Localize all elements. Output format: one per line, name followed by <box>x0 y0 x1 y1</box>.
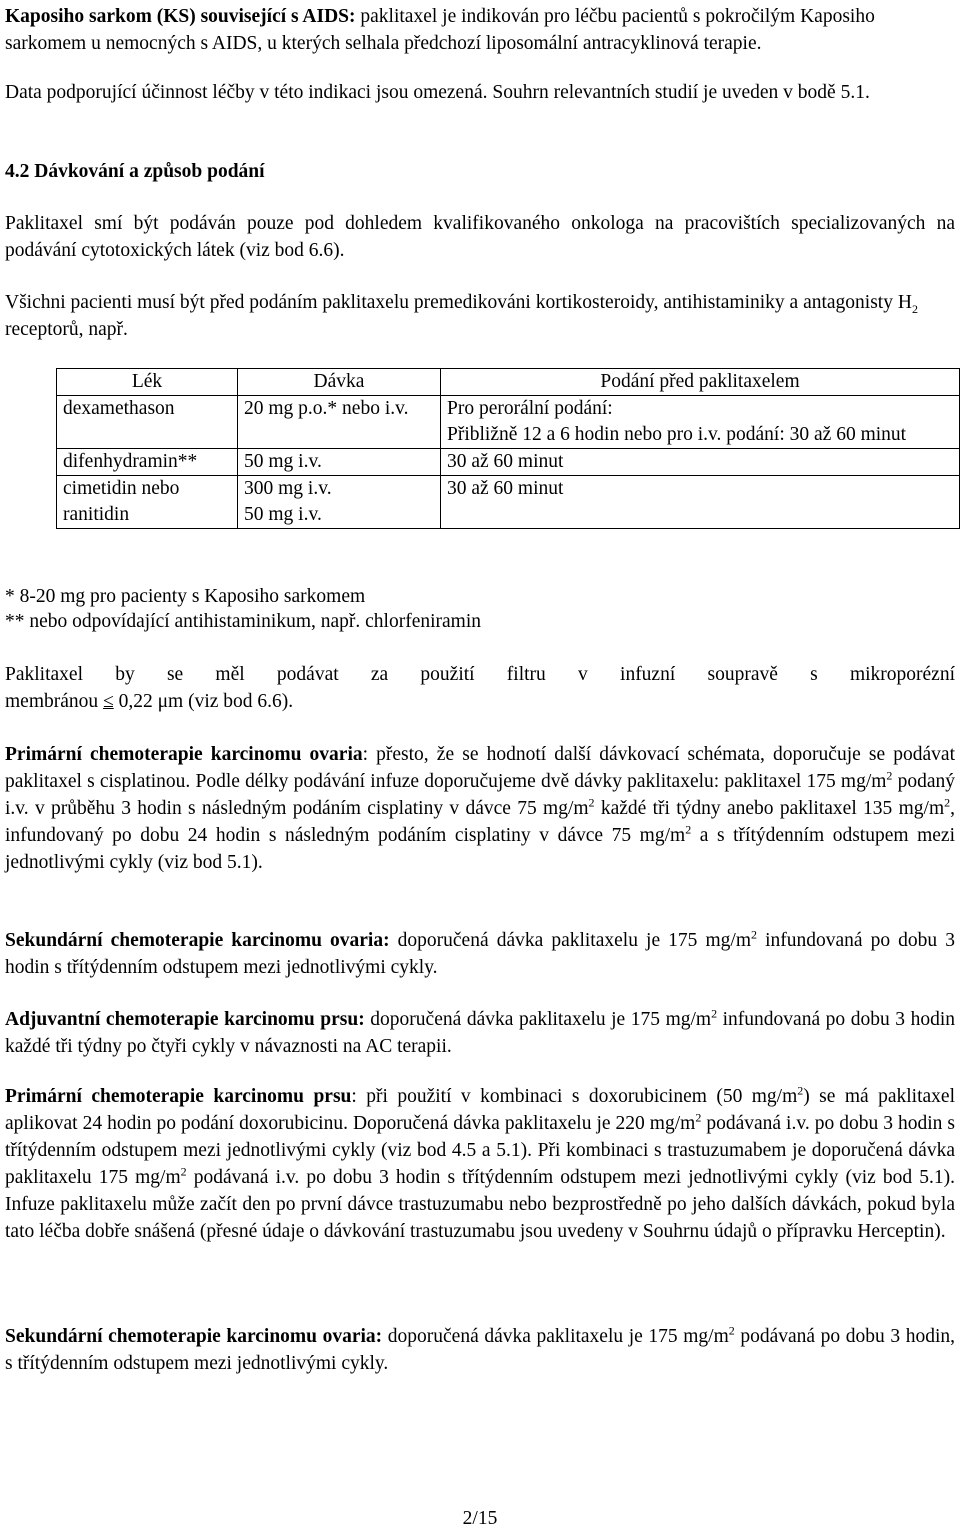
paragraph-text: paklitaxel je indikován pro léčbu pacientů s pokročilým Kaposiho sarkomem u nemocných s AIDS, u kterých selhala předchozí liposomální antracyklinová terapie. <box>5 6 875 54</box>
footnote-1: * 8-20 mg pro pacienty s Kaposiho sarkomem <box>5 586 366 607</box>
paragraph-secondary-ovarian <box>5 927 955 981</box>
less-equal-symbol: ≤ <box>103 691 114 712</box>
paragraph-text: 0,22 μm (viz bod 6.6). <box>113 691 294 712</box>
paragraph-oncologist-supervision: Paklitaxel smí být podáván pouze pod dohledem kvalifikovaného onkologa na pracovištích specializovaných na podávání cytotoxických látek (viz bod 6.6). <box>5 213 955 261</box>
superscript: 2 <box>728 1323 735 1338</box>
paragraph-text: doporučená dávka paklitaxelu je 175 mg/m <box>364 1009 712 1030</box>
paragraph-text: doporučená dávka paklitaxelu je 175 mg/m <box>389 930 751 951</box>
paragraph-text: infundovaná po dobu 3 hodin každé tři týdny po čtyři cykly v návaznosti na AC terapii. <box>5 1009 956 1057</box>
cell-line: Pro perorální podání: <box>447 398 613 419</box>
paragraph-text: : při použití v kombinaci s doxorubicinem (50 mg/m <box>351 1086 798 1107</box>
paragraph-filter <box>5 661 955 715</box>
paragraph-text: podaný i.v. v průběhu 3 hodin s následným podáním cisplatiny v dávce 75 mg/m <box>5 771 956 819</box>
paragraph-text: , infundovaný po dobu 24 hodin s následným podáním cisplatiny v dávce 75 mg/m <box>5 798 955 846</box>
table-cell-dose: 20 mg p.o.* nebo i.v. <box>238 396 441 449</box>
paragraph-text: Všichni pacienti musí být před podáním paklitaxelu premedikováni kortikosteroidy, antihistaminiky a antagonisty H <box>5 292 912 313</box>
footnote-2: ** nebo odpovídající antihistaminikum, např. chlorfeniramin <box>5 611 482 632</box>
paragraph-lead: Primární chemoterapie karcinomu ovaria <box>5 744 363 765</box>
paragraph-text: podávaná po dobu 3 hodin, s třítýdenním odstupem mezi jednotlivými cykly. <box>5 1326 956 1374</box>
paragraph-text: ) se má paklitaxel aplikovat 24 hodin po podání doxorubicinu. Doporučená dávka paklitaxelu je 220 mg/m <box>5 1086 955 1134</box>
cell-line: 50 mg i.v. <box>244 504 322 525</box>
superscript: 2 <box>751 927 757 942</box>
paragraph-text: a s třítýdenním odstupem mezi jednotlivými cykly (viz bod 5.1). <box>5 825 955 873</box>
premedication-table <box>56 368 960 529</box>
paragraph-lead: Adjuvantní chemoterapie karcinomu prsu: <box>5 1009 365 1030</box>
subscript: 2 <box>911 301 918 316</box>
paragraph-text: podávaná i.v. po dobu 3 hodin s třítýdenním odstupem mezi jednotlivými cykly (viz bod 5.1). Infuze paklitaxelu může začít den po první dávce trastuzumabu nebo bezprostředně po jeho dalších dávkách, pokud byla tato léčba dobře snášená (přesné údaje o dávkování trastuzumabu jsou uvedeny v Souhrnu údajů o přípravku Herceptin). <box>5 1167 955 1242</box>
table-cell-drug: dexamethason <box>57 396 238 449</box>
superscript: 2 <box>180 1164 187 1179</box>
paragraph-line: Paklitaxel by se měl podávat za použití filtru v infuzní soupravě s mikroporézní <box>5 664 955 685</box>
superscript: 2 <box>685 822 692 837</box>
paragraph-lead: Sekundární chemoterapie karcinomu ovaria: <box>5 930 390 951</box>
table-cell-dose: 50 mg i.v. <box>238 449 441 476</box>
paragraph-premedication <box>5 289 955 343</box>
table-row <box>57 476 960 529</box>
table-cell-drug: cimetidin nebo ranitidin <box>57 476 238 529</box>
paragraph-text: doporučená dávka paklitaxelu je 175 mg/m <box>382 1326 729 1347</box>
table-row <box>57 396 960 449</box>
table-header-drug: Lék <box>57 369 238 396</box>
paragraph-line <box>5 688 955 715</box>
paragraph-lead: Primární chemoterapie karcinomu prsu <box>5 1086 352 1107</box>
paragraph-secondary-ovarian-2 <box>5 1323 955 1377</box>
paragraph-lead: Sekundární chemoterapie karcinomu ovaria: <box>5 1326 383 1347</box>
paragraph-text: membránou <box>5 691 104 712</box>
table-row <box>57 449 960 476</box>
paragraph-lead: Kaposiho sarkom (KS) související s AIDS: <box>5 6 356 27</box>
cell-line: 300 mg i.v. <box>244 478 332 499</box>
table-header-row <box>57 369 960 396</box>
table-header-administration: Podání před paklitaxelem <box>441 369 960 396</box>
superscript: 2 <box>886 768 893 783</box>
paragraph-text: každé tři týdny anebo paklitaxel 135 mg/m <box>594 798 945 819</box>
paragraph-text: : přesto, že se hodnotí další dávkovací schémata, doporučuje se podávat paklitaxel s cisplatinou. Podle délky podávání infuze doporučujeme dvě dávky paklitaxelu: paklitaxel 175 mg/m <box>5 744 955 792</box>
superscript: 2 <box>588 795 595 810</box>
paragraph-text: podávaná i.v. po dobu 3 hodin s třítýdenním odstupem mezi jednotlivými cykly (viz bod 4.5 a 5.1). Při kombinaci s trastuzumabem je doporučená dávka paklitaxelu 175 mg/m <box>5 1113 955 1188</box>
paragraph-data-limited: Data podporující účinnost léčby v této indikaci jsou omezená. Souhrn relevantních studií je uveden v bodě 5.1. <box>5 82 870 103</box>
superscript: 2 <box>695 1110 702 1125</box>
table-cell-drug: difenhydramin** <box>57 449 238 476</box>
paragraph-text: infundovaná po dobu 3 hodin s třítýdenním odstupem mezi jednotlivými cykly. <box>5 930 955 978</box>
page-number: 2/15 <box>462 1508 498 1529</box>
superscript: 2 <box>944 795 951 810</box>
table-cell-administration: 30 až 60 minut <box>441 476 960 529</box>
superscript: 2 <box>711 1006 718 1021</box>
superscript: 2 <box>797 1083 804 1098</box>
paragraph-adjuvant-breast <box>5 1006 955 1060</box>
cell-line: Přibližně 12 a 6 hodin nebo pro i.v. podání: 30 až 60 minut <box>447 424 907 445</box>
table-cell-dose <box>238 476 441 529</box>
paragraph-kaposi-indication <box>5 3 955 57</box>
paragraph-primary-breast <box>5 1083 955 1245</box>
paragraph-text: receptorů, např. <box>5 319 128 340</box>
table-cell-administration: 30 až 60 minut <box>441 449 960 476</box>
table-cell-administration <box>441 396 960 449</box>
table-header-dose: Dávka <box>238 369 441 396</box>
section-heading: 4.2 Dávkování a způsob podání <box>5 161 265 182</box>
paragraph-primary-ovarian <box>5 741 955 876</box>
